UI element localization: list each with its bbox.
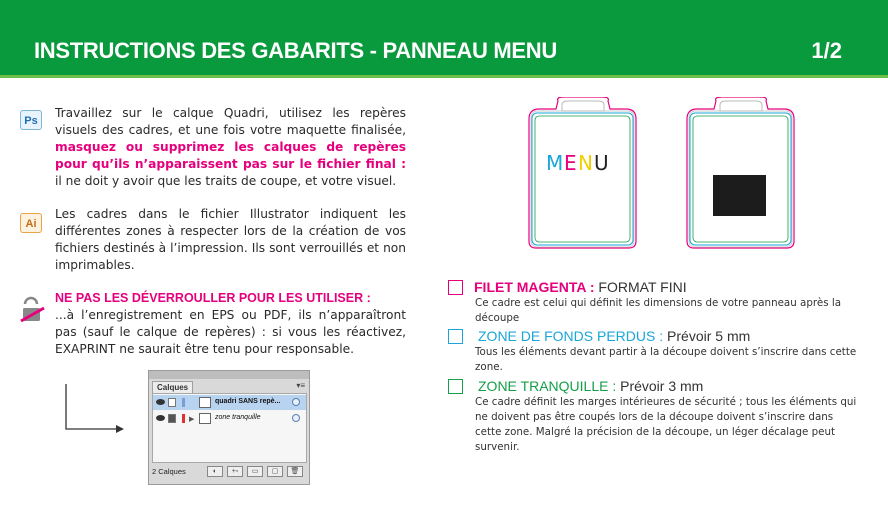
illustrator-instructions: Les cadres dans le fichier Illustrator indiquent les différentes zones à respecter lors de la création de vos fichiers destinés à l’impression. Ils sont verrouillés et non imprimables. <box>55 207 406 272</box>
layer-color-swatch <box>182 398 185 407</box>
safe-zone-frame-swatch <box>448 379 463 394</box>
warning-text: ...à l’enregistrement en EPS ou PDF, ils n’apparaîtront pas (sauf le calque de repères) : si vous les réactivez, EXAPRINT ne saurait être tenu pour responsable. <box>55 308 406 356</box>
expand-triangle-icon[interactable]: ▶ <box>189 416 195 423</box>
layer-name[interactable]: quadri SANS repè... <box>215 398 281 405</box>
unlock-forbidden-icon <box>20 296 46 324</box>
illustrator-icon: Ai <box>20 213 42 233</box>
new-sublayer-icon[interactable]: ▭ <box>247 466 263 477</box>
menu-letter: U <box>594 151 609 175</box>
photoshop-icon: Ps <box>20 110 42 130</box>
page-number: 1/2 <box>811 38 842 63</box>
panel-menu-icon[interactable]: ▾≡ <box>296 381 305 390</box>
bleed-frame-swatch <box>448 329 463 344</box>
layer-thumbnail <box>199 413 211 424</box>
layers-footer-toolbar <box>207 466 303 477</box>
eye-icon[interactable] <box>156 399 165 405</box>
warning-title: NE PAS LES DÉVERROULLER POUR LES UTILISER : <box>55 291 371 305</box>
arrow-icon <box>60 380 130 440</box>
magenta-frame-swatch <box>448 280 463 295</box>
photoshop-text-1: Travaillez sur le calque Quadri, utilisez les repères visuels des cadres, et une fois votre maquette finalisée, <box>55 106 406 137</box>
locate-object-icon[interactable]: ◐ <box>207 466 223 477</box>
layer-color-swatch <box>182 414 185 423</box>
layers-tab[interactable]: Calques <box>152 381 193 393</box>
lock-toggle[interactable] <box>168 398 176 407</box>
legend-magenta-value: FORMAT FINI <box>594 279 687 295</box>
menu-letter: N <box>578 151 593 175</box>
layer-row[interactable] <box>153 395 306 410</box>
menu-board-text <box>526 97 639 251</box>
layer-row[interactable] <box>153 411 306 426</box>
photoshop-instructions <box>55 105 406 190</box>
legend-safe-title <box>478 378 703 394</box>
photoshop-text-2: il ne doit y avoir que les traits de coupe, et votre visuel. <box>55 174 397 188</box>
black-visual <box>713 175 766 216</box>
menu-board-black <box>684 97 797 251</box>
legend-magenta-title <box>474 279 687 295</box>
lock-icon[interactable] <box>168 414 176 423</box>
legend-magenta-desc: Ce cadre est celui qui définit les dimensions de votre panneau après la découpe <box>475 297 842 324</box>
menu-letter: E <box>564 151 577 175</box>
trash-icon[interactable]: 🗑 <box>287 466 303 477</box>
legend-magenta-label: FILET MAGENTA : <box>474 279 595 295</box>
legend-safe-value: Prévoir 3 mm <box>616 378 704 394</box>
page-title: INSTRUCTIONS DES GABARITS - PANNEAU MENU <box>34 38 557 63</box>
menu-letter: M <box>546 151 564 175</box>
target-icon[interactable] <box>292 414 300 422</box>
layers-panel-titlebar[interactable] <box>149 371 309 379</box>
eye-icon[interactable] <box>156 415 165 421</box>
layers-list <box>152 393 307 463</box>
new-layer-icon[interactable]: ▢ <box>267 466 283 477</box>
legend-bleed-desc: Tous les éléments devant partir à la découpe doivent s’inscrire dans cette zone. <box>475 346 857 373</box>
photoshop-text-highlight: masquez ou supprimez les calques de repères pour qu’ils n’apparaissent pas sur le fichier final : <box>55 140 406 171</box>
layer-thumbnail <box>199 397 211 408</box>
legend-safe-desc: Ce cadre définit les marges intérieures de sécurité ; tous les éléments qui ne doivent pas être coupés lors de la découpe doivent s’inscrire dans cette zone. Malgré la précision de la découpe, un léger décalage peut survenir. <box>475 396 857 453</box>
legend-bleed-value: Prévoir 5 mm <box>663 328 751 344</box>
header-bar <box>0 0 888 78</box>
layers-count: 2 Calques <box>152 467 186 476</box>
legend-bleed-label: ZONE DE FONDS PERDUS : <box>478 328 664 344</box>
make-clipping-mask-icon[interactable]: +▫ <box>227 466 243 477</box>
layer-name[interactable]: zone tranquille <box>215 414 261 421</box>
target-icon[interactable] <box>292 398 300 406</box>
legend-bleed-title <box>478 328 750 344</box>
legend-safe-label: ZONE TRANQUILLE : <box>478 378 617 394</box>
layers-panel <box>148 370 310 485</box>
